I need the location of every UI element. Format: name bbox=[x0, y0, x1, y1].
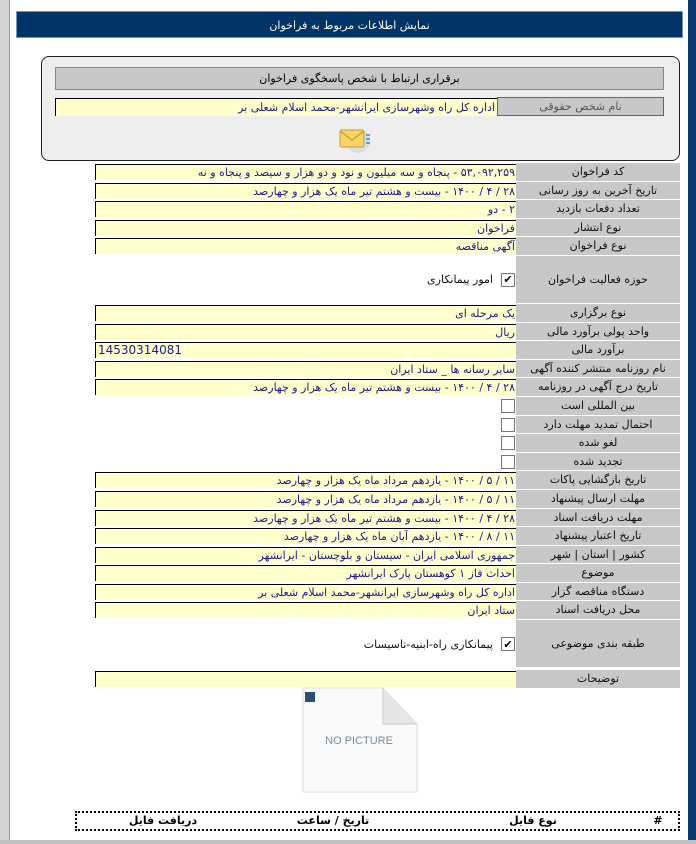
field-row bbox=[95, 601, 680, 620]
field-label: لغو شده bbox=[516, 434, 680, 453]
field-row bbox=[95, 304, 680, 323]
no-picture-text: NO PICTURE bbox=[325, 735, 393, 747]
field-label: تعداد دفعات بازدید bbox=[516, 200, 680, 219]
checkbox[interactable] bbox=[501, 399, 515, 413]
field-value: جمهوری اسلامی ایران - سیستان و بلوچستان - ایرانشهر bbox=[95, 547, 516, 563]
field-row bbox=[95, 237, 680, 256]
field-label: توضیحات bbox=[516, 670, 680, 689]
field-label: دستگاه مناقصه گزار bbox=[516, 583, 680, 602]
field-label: برآورد مالی bbox=[516, 341, 680, 360]
envelope-icon[interactable] bbox=[338, 125, 372, 153]
field-row bbox=[95, 341, 680, 360]
field-value: یک مرحله ای bbox=[95, 305, 516, 321]
field-value: ۱۱ / ۵ / ۱۴۰۰ - یازدهم مرداد ماه یک هزار و چهارصد bbox=[95, 491, 516, 507]
field-row bbox=[95, 583, 680, 602]
field-row bbox=[95, 546, 680, 565]
field-value: فراخوان bbox=[95, 220, 516, 236]
field-checkbox-cell bbox=[95, 397, 516, 416]
field-label: واحد پولی برآورد مالی bbox=[516, 323, 680, 342]
field-value: ۲ - دو bbox=[95, 201, 516, 217]
checkbox[interactable] bbox=[501, 418, 515, 432]
field-label: موضوع bbox=[516, 564, 680, 583]
field-checkbox-cell bbox=[95, 256, 516, 304]
field-checkbox-cell bbox=[95, 453, 516, 472]
field-value: ریال bbox=[95, 324, 516, 340]
col-date-time: تاریخ / ساعت bbox=[296, 814, 370, 827]
checkbox[interactable] bbox=[501, 436, 515, 450]
field-label: نام روزنامه منتشر کننده آگهی bbox=[516, 360, 680, 379]
field-checkbox-cell bbox=[95, 434, 516, 453]
page-title: نمایش اطلاعات مربوط به فراخوان bbox=[16, 11, 683, 38]
legal-person-value: اداره کل راه وشهرسازی ایرانشهر-محمد اسلام شعلی بر bbox=[55, 98, 497, 116]
window-left-border bbox=[0, 0, 10, 844]
field-row bbox=[95, 200, 680, 219]
checkbox[interactable]: ✔ bbox=[501, 273, 515, 287]
field-value: ۱۱ / ۸ / ۱۴۰۰ - یازدهم آبان ماه یک هزار و چهارصد bbox=[95, 528, 516, 544]
field-row bbox=[95, 360, 680, 379]
field-label: تجدید شده bbox=[516, 453, 680, 472]
field-row bbox=[95, 527, 680, 546]
field-label: نوع برگزاری bbox=[516, 304, 680, 323]
field-row bbox=[95, 434, 680, 453]
field-value: ۵۳,۰۹۲,۲۵۹ - پنجاه و سه میلیون و نود و دو هزار و سیصد و پنجاه و نه bbox=[95, 164, 516, 180]
field-label: مهلت ارسال پیشنهاد bbox=[516, 490, 680, 509]
field-row bbox=[95, 219, 680, 238]
field-value: ۲۸ / ۴ / ۱۴۰۰ - بیست و هشتم تیر ماه یک هزار و چهارصد bbox=[95, 379, 516, 395]
field-label: محل دریافت اسناد bbox=[516, 601, 680, 620]
field-value: 14530314081 bbox=[95, 342, 516, 358]
field-row bbox=[95, 453, 680, 472]
col-file-type: نوع فایل bbox=[509, 814, 557, 827]
field-value: اداره کل راه وشهرسازی ایرانشهر-محمد اسلام شعلی بر bbox=[95, 584, 516, 600]
field-label: کد فراخوان bbox=[516, 163, 680, 182]
field-value: ۲۸ / ۴ / ۱۴۰۰ - بیست و هشتم تیر ماه یک هزار و چهارصد bbox=[95, 510, 516, 526]
no-picture-image bbox=[299, 686, 421, 794]
field-checkbox-cell bbox=[95, 620, 516, 668]
field-row bbox=[95, 416, 680, 435]
field-row bbox=[95, 509, 680, 528]
field-label: طبقه بندی موضوعی bbox=[516, 620, 680, 668]
col-download: دریافت فایل bbox=[128, 814, 198, 827]
field-row bbox=[95, 620, 680, 668]
field-label: مهلت دریافت اسناد bbox=[516, 509, 680, 528]
field-label: حوزه فعالیت فراخوان bbox=[516, 256, 680, 304]
field-checkbox-cell bbox=[95, 416, 516, 435]
field-row bbox=[95, 397, 680, 416]
field-value: ستاد ایران bbox=[95, 602, 516, 618]
field-row bbox=[95, 182, 680, 201]
field-label: بین المللی است bbox=[516, 397, 680, 416]
field-label: تاریخ اعتبار پیشنهاد bbox=[516, 527, 680, 546]
legal-person-label: نام شخص حقوقی bbox=[497, 97, 664, 116]
field-label: کشور | استان | شهر bbox=[516, 546, 680, 565]
checkbox-label: پیمانکاری راه-ابنیه-تاسیسات bbox=[363, 637, 493, 651]
field-row bbox=[95, 471, 680, 490]
files-table-header bbox=[75, 811, 680, 831]
field-value: احداث فاز ۱ کوهستان پارک ایرانشهر bbox=[95, 565, 516, 581]
field-row bbox=[95, 378, 680, 397]
col-number: # bbox=[653, 814, 663, 827]
field-label: احتمال تمدید مهلت دارد bbox=[516, 416, 680, 435]
field-row bbox=[95, 490, 680, 509]
checkbox[interactable]: ✔ bbox=[501, 637, 515, 651]
field-value: آگهی مناقصه bbox=[95, 238, 516, 254]
field-label: نوع فراخوان bbox=[516, 237, 680, 256]
checkbox[interactable] bbox=[501, 455, 515, 469]
field-row bbox=[95, 323, 680, 342]
field-value: ۲۸ / ۴ / ۱۴۰۰ - بیست و هشتم تیر ماه یک هزار و چهارصد bbox=[95, 183, 516, 199]
field-row bbox=[95, 163, 680, 182]
field-label: نوع انتشار bbox=[516, 219, 680, 238]
field-label: تاریخ بازگشایی پاکات bbox=[516, 471, 680, 490]
window-bottom-border bbox=[0, 840, 696, 844]
field-value bbox=[95, 671, 516, 687]
field-label: تاریخ آخرین به روز رسانی bbox=[516, 182, 680, 201]
contact-panel-title: برقراری ارتباط با شخص پاسخگوی فراخوان bbox=[55, 67, 664, 90]
field-value: ۱۱ / ۵ / ۱۴۰۰ - یازدهم مرداد ماه یک هزار و چهارصد bbox=[95, 472, 516, 488]
checkbox-label: امور پیمانکاری bbox=[427, 273, 493, 287]
field-row bbox=[95, 564, 680, 583]
contact-panel bbox=[41, 56, 680, 161]
window-right-border bbox=[688, 0, 696, 844]
field-label: تاریخ درج آگهی در روزنامه bbox=[516, 378, 680, 397]
field-row bbox=[95, 256, 680, 304]
field-value: سایر رسانه ها _ ستاد ایران bbox=[95, 361, 516, 377]
tender-details bbox=[95, 163, 680, 689]
